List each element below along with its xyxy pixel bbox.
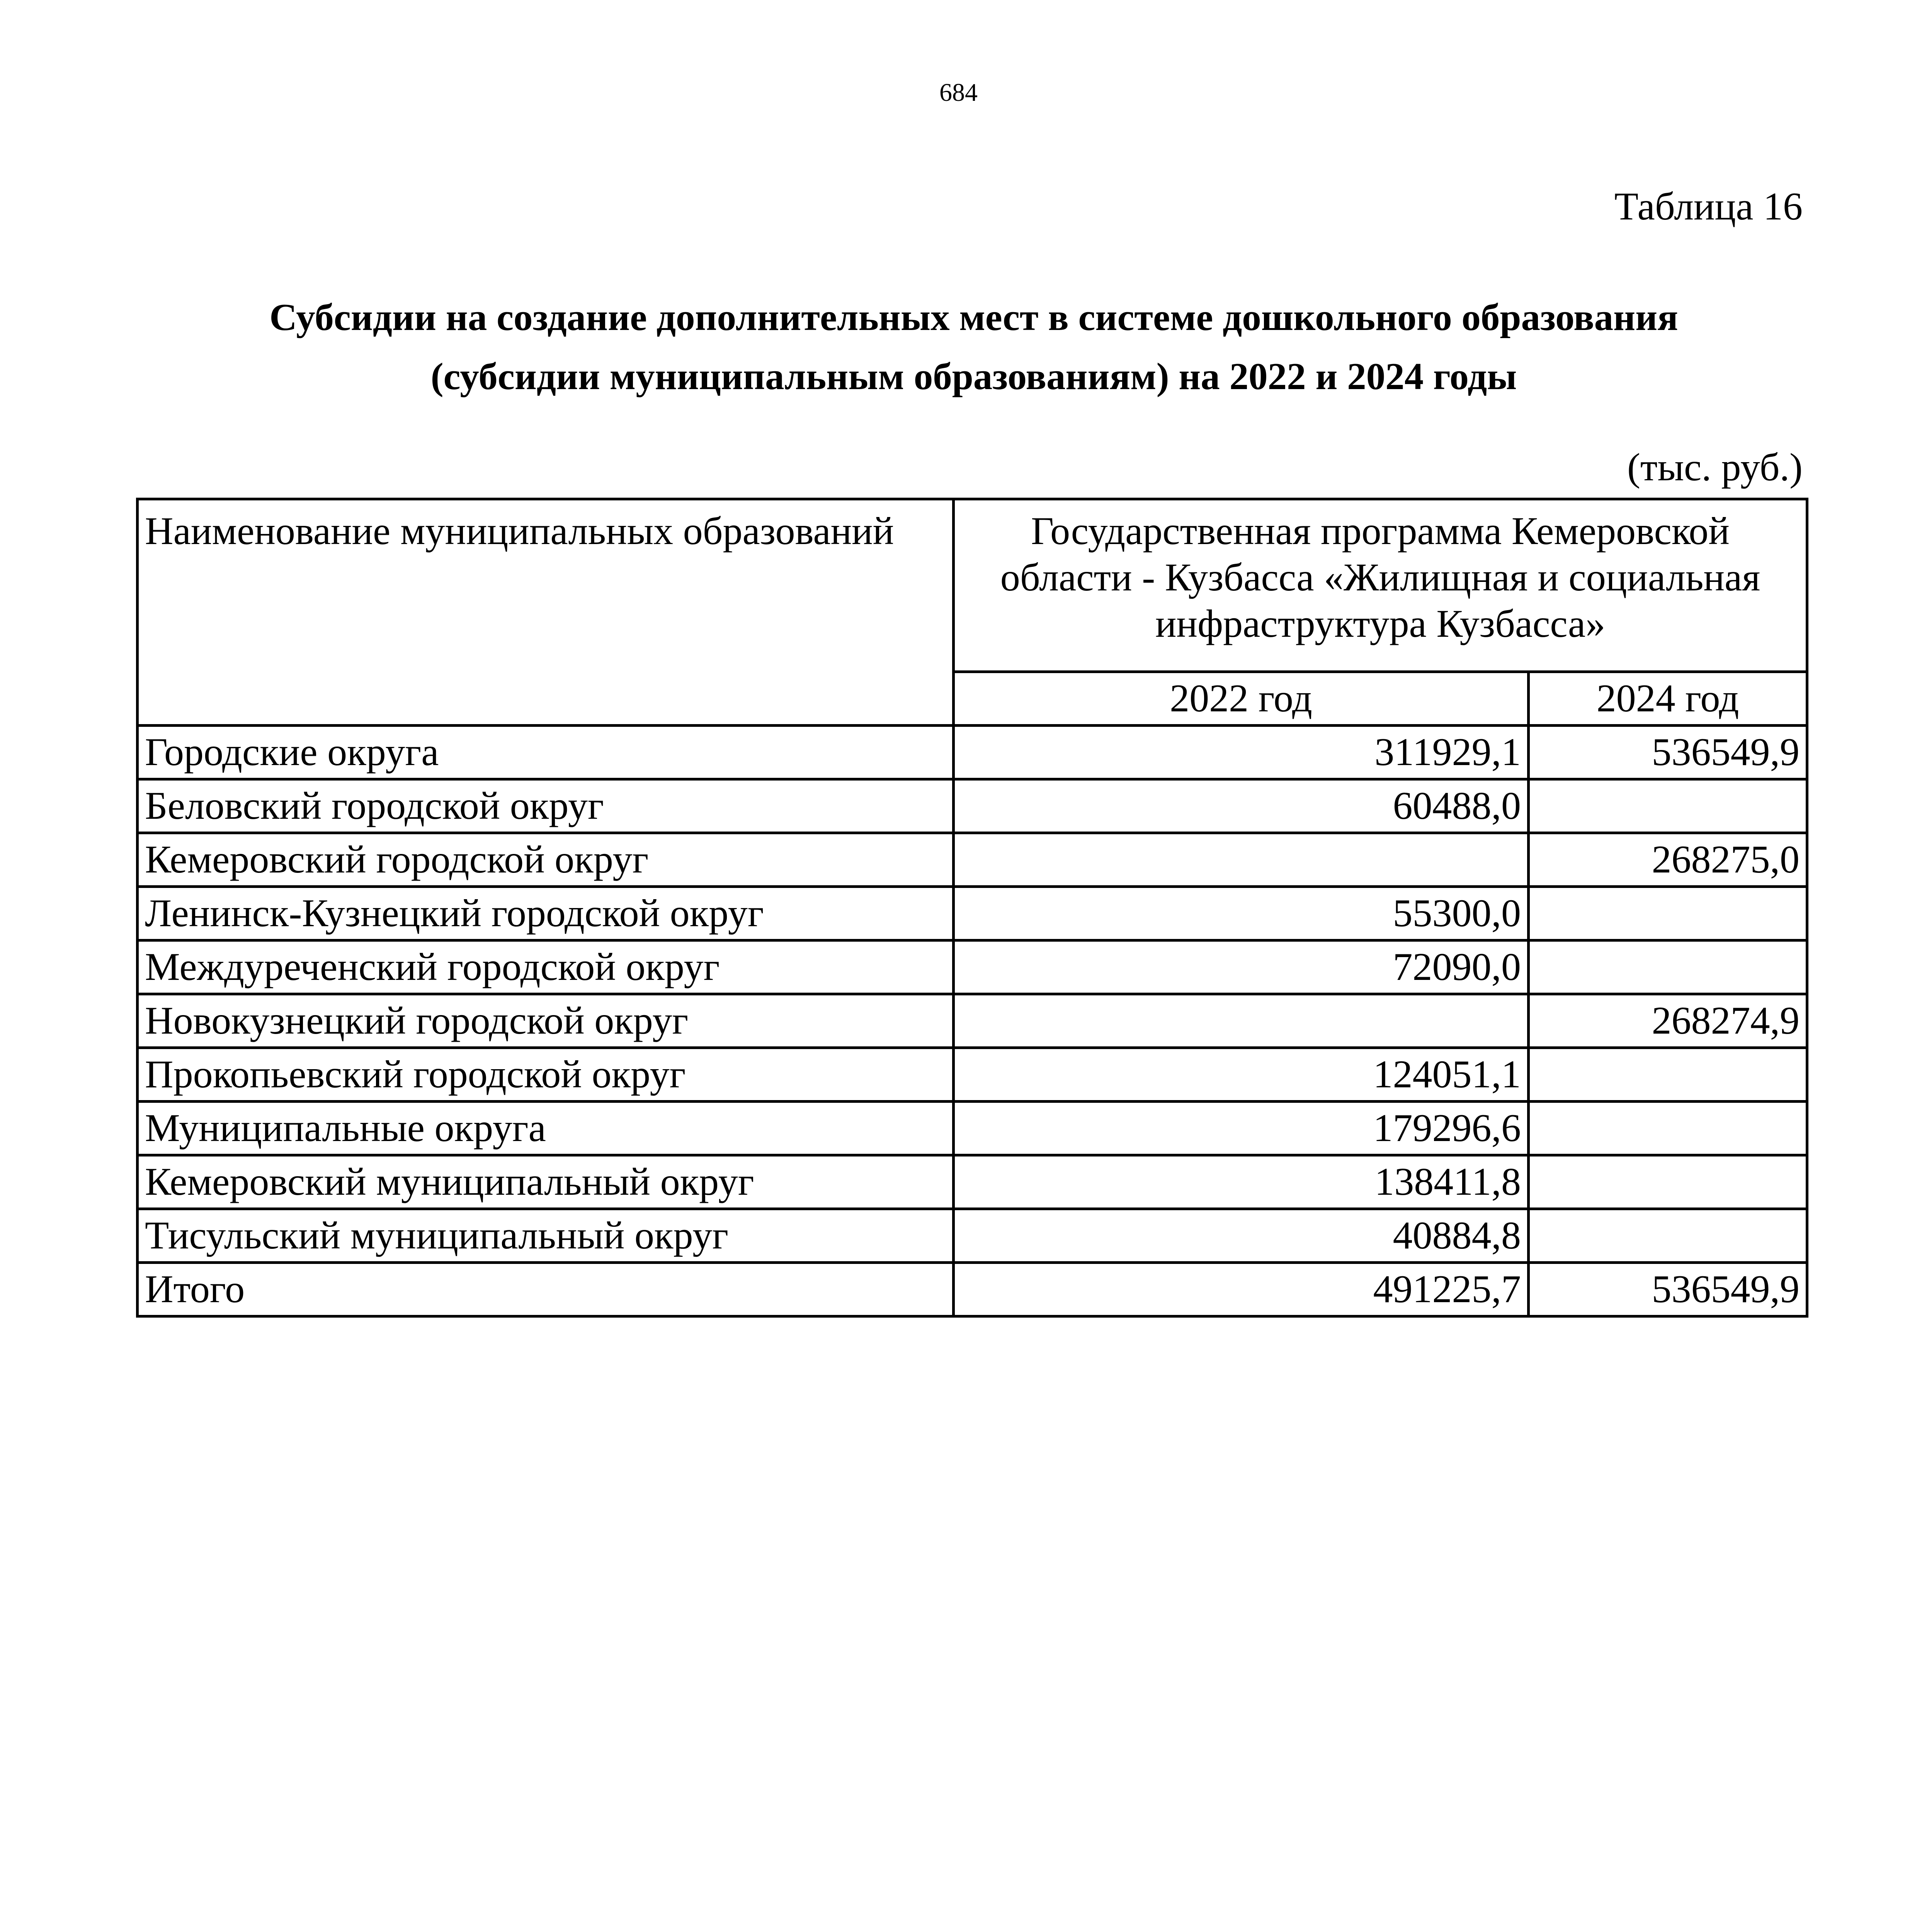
value-2024-cell [1529,1048,1807,1102]
municipality-name-cell: Муниципальные округа [138,1102,954,1155]
table-row [138,726,1807,779]
municipality-name-cell: Кемеровский городской округ [138,833,954,887]
municipality-name-cell: Междуреченский городской округ [138,940,954,994]
value-2022-cell: 179296,6 [954,1102,1529,1155]
value-2022-cell [954,833,1529,887]
table-row [138,887,1807,940]
value-2024-cell: 536549,9 [1529,726,1807,779]
value-2024-cell: 268274,9 [1529,994,1807,1048]
table-label: Таблица 16 [1614,185,1803,228]
units-label: (тыс. руб.) [1627,446,1803,489]
value-2022-cell: 491225,7 [954,1263,1529,1316]
value-2022-cell: 138411,8 [954,1155,1529,1209]
table-row [138,1263,1807,1316]
municipality-name-cell: Итого [138,1263,954,1316]
table-row [138,779,1807,833]
value-2024-cell [1529,1209,1807,1263]
value-2024-cell [1529,779,1807,833]
municipality-name-cell: Прокопьевский городской округ [138,1048,954,1102]
table-row [138,994,1807,1048]
municipality-name-cell: Новокузнецкий городской округ [138,994,954,1048]
value-2022-cell: 55300,0 [954,887,1529,940]
municipality-name-cell: Кемеровский муниципальный округ [138,1155,954,1209]
header-year-2024: 2024 год [1529,672,1807,726]
value-2024-cell [1529,940,1807,994]
page-number: 684 [939,78,978,107]
table-body [138,726,1807,1316]
municipality-name-cell: Тисульский муниципальный округ [138,1209,954,1263]
value-2022-cell: 124051,1 [954,1048,1529,1102]
document-title [139,288,1808,406]
value-2022-cell [954,994,1529,1048]
value-2022-cell: 40884,8 [954,1209,1529,1263]
table-row [138,940,1807,994]
value-2024-cell [1529,1155,1807,1209]
header-municipality-name: Наименование муниципальных образований [138,499,954,726]
table-row [138,1102,1807,1155]
title-line-2: (субсидии муниципальным образованиям) на 2022 и 2024 годы [430,355,1517,398]
value-2024-cell [1529,1102,1807,1155]
table-row [138,1155,1807,1209]
title-line-1: Субсидии на создание дополнительных мест в системе дошкольного образования [269,296,1678,338]
value-2024-cell: 268275,0 [1529,833,1807,887]
municipality-name-cell: Городские округа [138,726,954,779]
header-year-2022: 2022 год [954,672,1529,726]
table-row [138,833,1807,887]
table-row [138,1209,1807,1263]
table-row [138,1048,1807,1102]
value-2022-cell: 311929,1 [954,726,1529,779]
municipality-name-cell: Беловский городской округ [138,779,954,833]
value-2022-cell: 60488,0 [954,779,1529,833]
municipality-name-cell: Ленинск-Кузнецкий городской округ [138,887,954,940]
value-2022-cell: 72090,0 [954,940,1529,994]
header-state-program: Государственная программа Кемеровской области - Кузбасса «Жилищная и социальная инфраструктура Кузбасса» [954,499,1807,672]
subsidies-table [136,498,1808,1318]
value-2024-cell: 536549,9 [1529,1263,1807,1316]
value-2024-cell [1529,887,1807,940]
